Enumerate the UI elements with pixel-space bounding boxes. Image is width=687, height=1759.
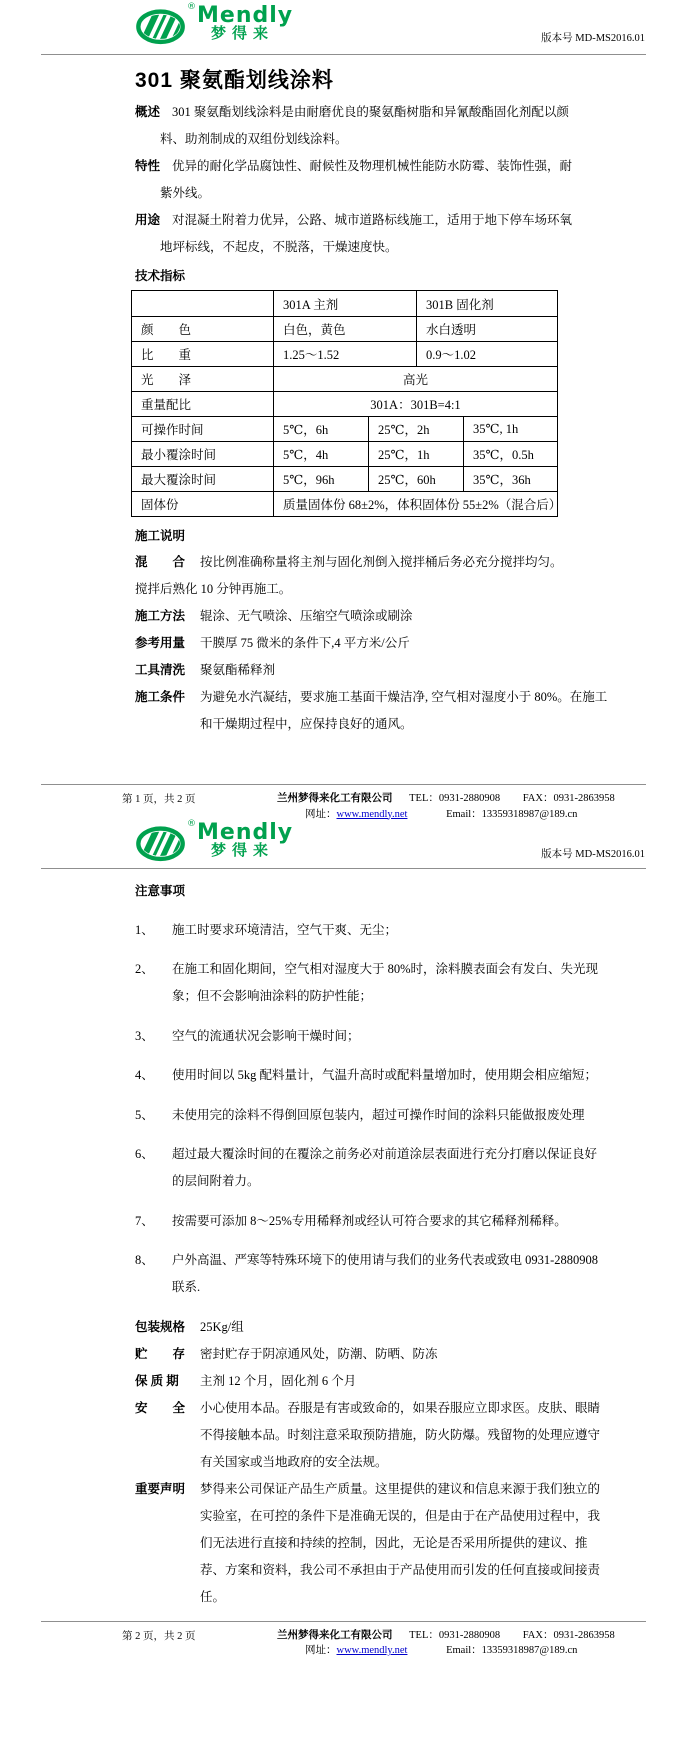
page2-bottom-space — [0, 1611, 687, 1621]
shelf-life-label: 保 质 期 — [135, 1373, 179, 1388]
row-label: 比 重 — [132, 342, 274, 366]
header-empty-cell — [132, 291, 274, 316]
registered-trademark-icon: ® — [187, 2, 196, 12]
notice-item-3 — [135, 1023, 600, 1050]
disclaimer-row — [135, 1476, 687, 1611]
page1-bottom-space — [0, 738, 687, 784]
notice-text: 按需要可添加 8～25%专用稀释剂或经认可符合要求的其它稀释剂稀释。 — [172, 1213, 567, 1228]
notice-title: 注意事项 — [135, 884, 186, 898]
notice-number: 1、 — [135, 922, 154, 937]
brand-name-latin: Mendly — [197, 3, 294, 28]
conditions-text: 为避免水汽凝结，要求施工基面干燥洁净, 空气相对湿度小于 80%。在施工和干燥期过程中，应保持良好的通风。 — [200, 690, 608, 731]
page1-footer — [122, 791, 687, 822]
row-label: 光 泽 — [132, 367, 274, 391]
solids-value: 质量固体份 68±2%，体积固体份 55±2%（混合后） — [283, 498, 562, 512]
disclaimer-label: 重要声明 — [135, 1481, 186, 1496]
header-301b: 301B 固化剂 — [426, 297, 494, 312]
row-label: 重量配比 — [132, 392, 274, 416]
color-301a: 白色，黄色 — [274, 317, 417, 341]
features-label: 特性 — [135, 159, 161, 173]
row-label: 可操作时间 — [132, 417, 274, 441]
notice-number: 6、 — [135, 1147, 154, 1161]
mendly-wordmark — [197, 3, 294, 43]
table-row-pot-life — [132, 416, 557, 441]
construction-title: 施工说明 — [135, 529, 186, 543]
footer-divider-2 — [41, 1621, 646, 1622]
ratio-value: 301A：301B=4:1 — [370, 398, 461, 412]
row-label: 颜 色 — [132, 317, 274, 341]
pot-life-35c: 35℃, 1h — [473, 422, 519, 436]
min-recoat-5c: 5℃，4h — [274, 442, 369, 466]
storage-text: 密封贮存于阴凉通风处，防潮、防晒、防冻 — [200, 1346, 438, 1361]
header-divider-2 — [41, 868, 646, 869]
notice-text: 空气的流通状况会影响干燥时间； — [172, 1028, 360, 1043]
page-1 — [0, 0, 687, 822]
packing-row — [135, 1314, 687, 1341]
safety-row — [135, 1395, 687, 1476]
mendly-emblem-icon — [136, 819, 196, 862]
usage-label: 用途 — [135, 213, 161, 227]
pot-life-5c: 5℃，6h — [274, 417, 369, 441]
row-label: 最小覆涂时间 — [132, 442, 274, 466]
packing-text: 25Kg/组 — [200, 1319, 244, 1334]
table-row-solids — [132, 491, 562, 516]
dosage-text: 干膜厚 75 微米的条件下,4 平方米/公斤 — [200, 636, 410, 650]
method-row — [135, 603, 687, 630]
table-row-gravity — [132, 341, 557, 366]
mendly-emblem-icon — [136, 2, 196, 45]
dosage-row — [135, 630, 687, 657]
notice-text: 户外高温、严寒等特殊环境下的使用请与我们的业务代表或致电 0931-2880908 联系. — [172, 1253, 599, 1294]
storage-label: 贮 存 — [135, 1346, 186, 1361]
brand-name-chinese: 梦得来 — [211, 843, 275, 859]
table-row-header — [132, 291, 557, 316]
max-recoat-35c: 35℃，36h — [473, 473, 531, 487]
notice-item-2 — [135, 956, 600, 1010]
storage-row — [135, 1341, 687, 1368]
table-row-min-recoat — [132, 441, 557, 466]
shelf-life-row — [135, 1368, 687, 1395]
version-number: 版本号 MD-MS2016.01 — [541, 849, 645, 860]
mendly-wordmark — [197, 820, 294, 860]
row-label: 固体份 — [132, 492, 274, 516]
company-name: 兰州梦得来化工有限公司 — [277, 793, 393, 804]
row-label: 最大覆涂时间 — [132, 467, 274, 491]
features-section — [135, 153, 582, 207]
method-label: 施工方法 — [135, 609, 186, 623]
website-link[interactable]: www.mendly.net — [336, 1645, 408, 1656]
page2-number: 第 2 页，共 2 页 — [122, 1630, 196, 1642]
color-301b: 水白透明 — [426, 323, 477, 337]
mixing-row — [135, 549, 687, 576]
notice-number: 7、 — [135, 1213, 154, 1228]
company-name: 兰州梦得来化工有限公司 — [277, 1629, 393, 1641]
website-label: 网址： — [305, 1645, 337, 1656]
registered-trademark-icon: ® — [187, 819, 196, 829]
notice-number: 4、 — [135, 1068, 154, 1082]
cleaning-row — [135, 657, 687, 684]
mendly-logo — [136, 2, 294, 45]
table-row-color — [132, 316, 557, 341]
min-recoat-25c: 25℃，1h — [369, 442, 464, 466]
notice-text: 在施工和固化期间，空气相对湿度大于 80%时，涂料膜表面会有发白、失光现象；但不会影响油涂料的防护性能； — [172, 962, 599, 1003]
product-title: 301 聚氨酯划线涂料 — [135, 69, 334, 92]
document-bottom-margin — [0, 1659, 687, 1759]
usage-section — [135, 207, 582, 261]
page-2 — [0, 820, 687, 1759]
header-divider — [41, 54, 646, 55]
dosage-label: 参考用量 — [135, 636, 186, 650]
mixing-label: 混 合 — [135, 555, 186, 569]
company-fax: FAX：0931-2863958 — [522, 793, 615, 804]
notice-number: 2、 — [135, 962, 154, 976]
gravity-301b: 0.9～1.02 — [426, 348, 477, 362]
overview-section — [135, 99, 582, 153]
conditions-row — [135, 684, 687, 738]
company-tel: TEL：0931-2880908 — [409, 793, 501, 804]
notice-text: 超过最大覆涂时间的在覆涂之前务必对前道涂层表面进行充分打磨以保证良好的层间附着力。 — [172, 1147, 598, 1188]
pot-life-25c: 25℃，2h — [369, 417, 464, 441]
brand-name-chinese: 梦得来 — [211, 26, 275, 42]
gravity-301a: 1.25～1.52 — [274, 342, 417, 366]
min-recoat-35c: 35℃，0.5h — [473, 448, 534, 462]
overview-label: 概述 — [135, 105, 161, 119]
spec-table-title: 技术指标 — [135, 269, 186, 283]
safety-text: 小心使用本品。吞服是有害或致命的，如果吞服应立即求医。皮肤、眼睛不得接触本品。时刻注意采取预防措施，防火防爆。残留物的处理应遵守有关国家或当地政府的安全法规。 — [200, 1400, 601, 1469]
page1-number: 第 1 页，共 2 页 — [122, 794, 196, 805]
company-email: Email：13359318987@189.cn — [446, 1645, 578, 1656]
notice-item-1 — [135, 917, 600, 944]
features-text: 优异的耐化学品腐蚀性、耐候性及物理机械性能防水防霉、装饰性强，耐紫外线。 — [160, 159, 573, 200]
website-link[interactable]: www.mendly.net — [336, 808, 408, 820]
page1-header — [0, 0, 687, 54]
disclaimer-text: 梦得来公司保证产品生产质量。这里提供的建议和信息来源于我们独立的实验室，在可控的条件下是准确无误的，但是由于在产品使用过程中，我们无法进行直接和持续的控制，因此，无论是否采用所提供的建议、推荐、方案和资料，我公司不承担由于产品使用而引发的任何直接或间接责任。 — [200, 1481, 601, 1604]
packing-label: 包装规格 — [135, 1319, 186, 1334]
notice-item-7 — [135, 1208, 600, 1235]
usage-text: 对混凝土附着力优异，公路、城市道路标线施工，适用于地下停车场环氧地坪标线，不起皮，不脱落，干燥速度快。 — [160, 213, 573, 254]
cleaning-text: 聚氨酯稀释剂 — [200, 663, 276, 677]
notice-text: 未使用完的涂料不得倒回原包装内，超过可操作时间的涂料只能做报废处理 — [172, 1107, 585, 1122]
mixing-text-continued: 搅拌后熟化 10 分钟再施工。 — [135, 582, 292, 596]
header-301a: 301A 主剂 — [274, 291, 417, 316]
gloss-value: 高光 — [402, 373, 428, 387]
notice-item-8 — [135, 1247, 600, 1301]
shelf-life-text: 主剂 12 个月，固化剂 6 个月 — [200, 1373, 357, 1388]
cleaning-label: 工具清洗 — [135, 663, 186, 677]
conditions-label: 施工条件 — [135, 690, 186, 704]
company-email: Email：13359318987@189.cn — [446, 808, 578, 820]
overview-text: 301 聚氨酯划线涂料是由耐磨优良的聚氨酯树脂和异氰酸酯固化剂配以颜料、助剂制成的双组份划线涂料。 — [160, 105, 569, 146]
notice-number: 8、 — [135, 1253, 154, 1267]
company-tel: TEL：0931-2880908 — [409, 1629, 501, 1641]
spec-table — [131, 290, 562, 517]
footer-divider-1 — [41, 784, 646, 785]
table-row-max-recoat — [132, 466, 557, 491]
footer-company-block — [277, 1628, 615, 1659]
company-fax: FAX：0931-2863958 — [522, 1629, 615, 1641]
notice-number: 3、 — [135, 1028, 154, 1043]
max-recoat-5c: 5℃，96h — [274, 467, 369, 491]
safety-label: 安 全 — [135, 1400, 186, 1415]
brand-name-latin: Mendly — [197, 820, 294, 845]
notice-item-6 — [135, 1141, 600, 1195]
notice-item-5 — [135, 1102, 600, 1129]
max-recoat-25c: 25℃，60h — [369, 467, 464, 491]
version-number: 版本号 MD-MS2016.01 — [541, 33, 645, 44]
table-row-ratio — [132, 391, 557, 416]
mixing-text: 按比例准确称量将主剂与固化剂倒入搅拌桶后务必充分搅拌均匀。 — [200, 555, 563, 569]
mendly-logo — [136, 819, 294, 862]
notice-number: 5、 — [135, 1107, 154, 1122]
page2-header — [0, 820, 687, 868]
notice-item-4 — [135, 1062, 600, 1089]
notice-text: 使用时间以 5kg 配料量计，气温升高时或配料量增加时，使用期会相应缩短； — [172, 1068, 598, 1082]
table-row-gloss — [132, 366, 557, 391]
notice-text: 施工时要求环境清洁，空气干爽、无尘； — [172, 922, 398, 937]
method-text: 辊涂、无气喷涂、压缩空气喷涂或刷涂 — [200, 609, 413, 623]
footer-company-block — [277, 791, 615, 822]
website-label: 网址： — [305, 808, 337, 820]
page2-footer — [122, 1628, 687, 1659]
